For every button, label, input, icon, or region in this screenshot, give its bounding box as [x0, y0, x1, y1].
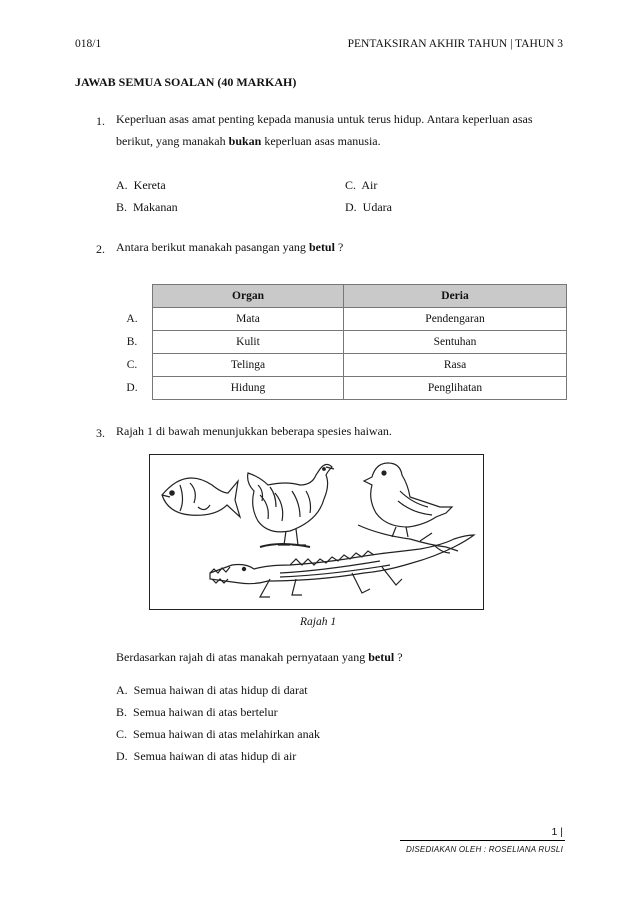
table-header-deria: Deria	[344, 285, 567, 308]
table-corner	[112, 285, 153, 308]
chicken-icon	[248, 464, 334, 547]
q1-number: 1.	[96, 114, 105, 128]
q1-text	[116, 110, 576, 151]
figure-caption: Rajah 1	[300, 616, 337, 628]
figure-rajah-1	[149, 454, 484, 610]
q2-keyword: betul	[308, 240, 335, 254]
q3-number: 3.	[96, 426, 105, 440]
q3-option-d[interactable]: D. Semua haiwan di atas hidup di air	[116, 749, 297, 763]
table-header-organ: Organ	[153, 285, 344, 308]
q1-option-a[interactable]: A. Kereta	[116, 178, 166, 192]
table-row[interactable]: D. Hidung Penglihatan	[112, 377, 567, 400]
q3-text: Rajah 1 di bawah menunjukkan beberapa spesies haiwan.	[116, 424, 392, 438]
fish-icon	[162, 478, 240, 517]
q2-text: Antara berikut manakah pasangan yang betul ?	[116, 240, 344, 254]
footer-divider	[400, 840, 565, 841]
page-number: 1 |	[551, 826, 563, 838]
q1-option-d[interactable]: D. Udara	[345, 200, 392, 214]
header-title: PENTAKSIRAN AKHIR TAHUN | TAHUN 3	[347, 38, 563, 50]
q1-option-c[interactable]: C. Air	[345, 178, 378, 192]
bird-icon	[358, 463, 458, 553]
q2-number: 2.	[96, 242, 105, 256]
q2-table	[112, 284, 567, 400]
table-row[interactable]: C. Telinga Rasa	[112, 354, 567, 377]
q3-keyword: betul	[368, 650, 395, 664]
footer-credit: DISEDIAKAN OLEH : ROSELIANA RUSLI	[405, 845, 563, 854]
section-title: JAWAB SEMUA SOALAN (40 MARKAH)	[75, 75, 297, 89]
table-row[interactable]: B. Kulit Sentuhan	[112, 331, 567, 354]
table-row[interactable]: A. Mata Pendengaran	[112, 308, 567, 331]
q1-option-b[interactable]: B. Makanan	[116, 200, 178, 214]
q3-option-b[interactable]: B. Semua haiwan di atas bertelur	[116, 705, 278, 719]
crocodile-icon	[210, 535, 474, 597]
q3-option-c[interactable]: C. Semua haiwan di atas melahirkan anak	[116, 727, 320, 741]
header-code: 018/1	[75, 38, 102, 50]
q3-option-a[interactable]: A. Semua haiwan di atas hidup di darat	[116, 683, 308, 697]
q1-keyword: bukan	[228, 134, 262, 148]
q3-prompt: Berdasarkan rajah di atas manakah pernyataan yang betul ?	[116, 650, 403, 664]
q1-line2: berikut, yang manakah bukan keperluan asas manusia.	[116, 134, 381, 148]
q1-line1: Keperluan asas amat penting kepada manusia untuk terus hidup. Antara keperluan asas	[116, 112, 533, 126]
animal-illustration	[150, 455, 483, 609]
